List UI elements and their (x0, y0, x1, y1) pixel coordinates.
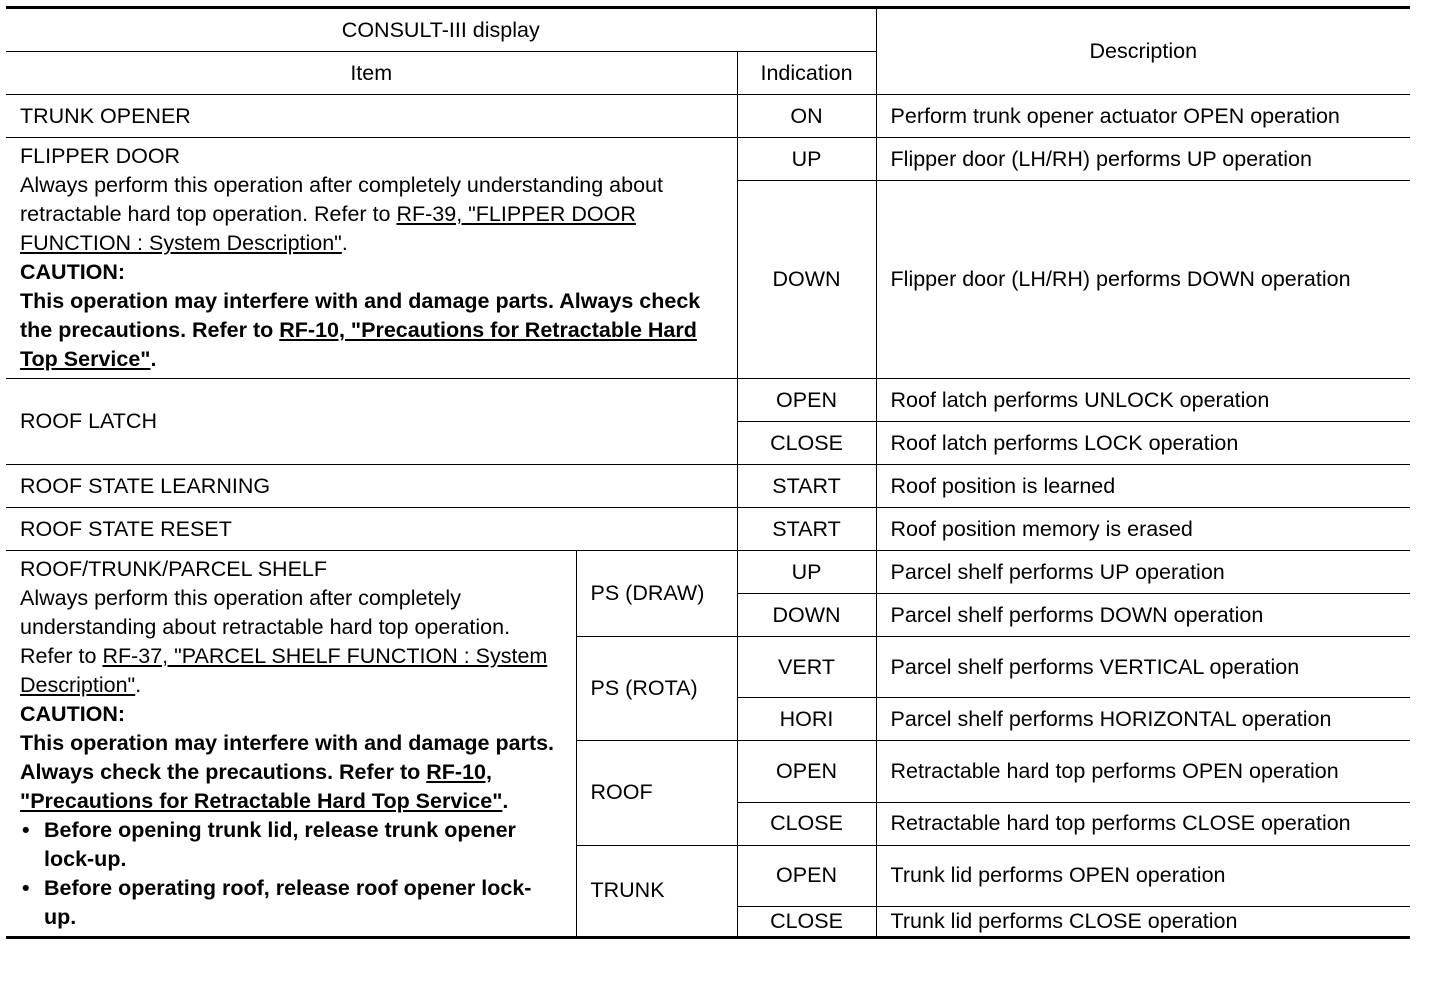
bullet-item: • Before opening trunk lid, release trunk opener lock-up. (20, 816, 562, 874)
description-cell: Retractable hard top performs CLOSE operation (876, 802, 1410, 845)
caution-label: CAUTION: (20, 702, 126, 726)
item-cell: ROOF STATE LEARNING (6, 465, 737, 508)
indication-cell: UP (737, 138, 876, 181)
description-cell: Flipper door (LH/RH) performs DOWN operation (876, 181, 1410, 379)
item-note: Always perform this operation after completely understanding about retractable hard top operation. Refer to RF-39, "FLIPPER DOOR FUNCTION : System Description". (20, 173, 663, 255)
description-cell: Trunk lid performs OPEN operation (876, 845, 1410, 906)
table-row (6, 508, 1410, 551)
description-cell: Roof latch performs UNLOCK operation (876, 379, 1410, 422)
table-row (6, 465, 1410, 508)
description-cell: Retractable hard top performs OPEN operation (876, 741, 1410, 802)
indication-cell: OPEN (737, 845, 876, 906)
description-cell: Roof latch performs LOCK operation (876, 422, 1410, 465)
description-cell: Parcel shelf performs VERTICAL operation (876, 637, 1410, 698)
indication-cell: CLOSE (737, 422, 876, 465)
item-note: Always perform this operation after completely understanding about retractable hard top operation. Refer to RF-37, "PARCEL SHELF FUNCTION : System Description". (20, 586, 548, 697)
indication-cell: CLOSE (737, 802, 876, 845)
description-header: Description (876, 8, 1410, 95)
item-cell: TRUNK OPENER (6, 95, 737, 138)
caution-text: This operation may interfere with and damage parts. Always check the precautions. Refer to RF-10, "Precautions for Retractable Hard Top Service". (20, 731, 555, 813)
description-cell: Perform trunk opener actuator OPEN operation (876, 95, 1410, 138)
indication-cell: UP (737, 551, 876, 594)
indication-cell: VERT (737, 637, 876, 698)
indication-cell: DOWN (737, 594, 876, 637)
table-row (6, 379, 1410, 422)
ref-link-rf39[interactable]: RF-39, "FLIPPER DOOR FUNCTION : System Description" (20, 202, 636, 255)
bullet-item: • Before operating roof, release roof opener lock-up. (20, 874, 562, 932)
description-cell: Roof position is learned (876, 465, 1410, 508)
description-cell: Parcel shelf performs HORIZONTAL operation (876, 698, 1410, 741)
sub-item-cell: PS (ROTA) (576, 637, 737, 741)
flipper-door-item-cell (6, 138, 737, 379)
consult-display-header: CONSULT-III display (6, 8, 876, 52)
table-row (6, 551, 1410, 594)
ref-link-rf10[interactable]: RF-10, "Precautions for Retractable Hard Top Service" (20, 318, 697, 371)
indication-cell: START (737, 508, 876, 551)
item-title: ROOF/TRUNK/PARCEL SHELF (20, 557, 328, 581)
indication-cell: DOWN (737, 181, 876, 379)
item-cell: ROOF LATCH (6, 379, 737, 465)
item-cell: ROOF STATE RESET (6, 508, 737, 551)
indication-cell: START (737, 465, 876, 508)
ref-link-rf37[interactable]: RF-37, "PARCEL SHELF FUNCTION : System Description" (20, 644, 548, 697)
table-row (6, 138, 1410, 181)
indication-header: Indication (737, 52, 876, 95)
item-header: Item (6, 52, 737, 95)
description-cell: Trunk lid performs CLOSE operation (876, 907, 1410, 938)
roof-trunk-parcel-item-cell (6, 551, 576, 938)
description-cell: Parcel shelf performs DOWN operation (876, 594, 1410, 637)
caution-text: This operation may interfere with and damage parts. Always check the precautions. Refer to RF-10, "Precautions for Retractable Hard Top Service". (20, 289, 701, 371)
indication-cell: HORI (737, 698, 876, 741)
indication-cell: OPEN (737, 741, 876, 802)
description-cell: Roof position memory is erased (876, 508, 1410, 551)
sub-item-cell: ROOF (576, 741, 737, 845)
indication-cell: OPEN (737, 379, 876, 422)
description-cell: Parcel shelf performs UP operation (876, 551, 1410, 594)
caution-label: CAUTION: (20, 260, 126, 284)
sub-item-cell: PS (DRAW) (576, 551, 737, 637)
sub-item-cell: TRUNK (576, 845, 737, 937)
indication-cell: ON (737, 95, 876, 138)
table-row (6, 95, 1410, 138)
description-cell: Flipper door (LH/RH) performs UP operation (876, 138, 1410, 181)
indication-cell: CLOSE (737, 907, 876, 938)
active-test-table (6, 6, 1410, 939)
item-title: FLIPPER DOOR (20, 144, 181, 168)
ref-link-rf10[interactable]: RF-10, "Precautions for Retractable Hard Top Service" (20, 760, 503, 813)
